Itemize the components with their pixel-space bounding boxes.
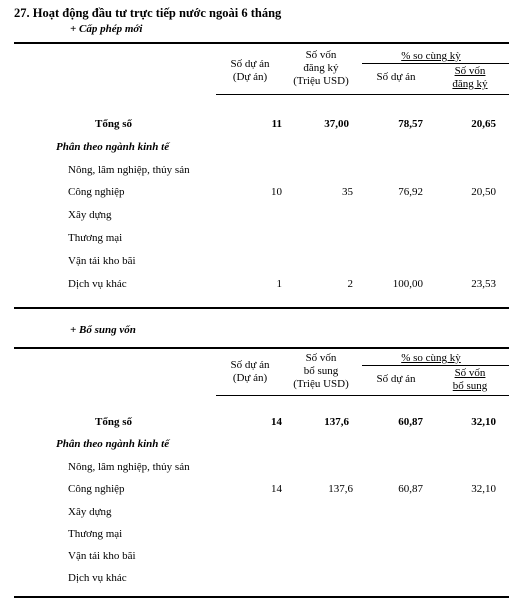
- total-pct-project-count: 78,57: [398, 118, 423, 130]
- row-pct-project-count: 100,00: [392, 278, 423, 290]
- row-label: Dịch vụ khác: [68, 572, 127, 584]
- header-bottom-rule: [216, 94, 509, 95]
- total-capital: 37,00: [324, 118, 349, 130]
- group-label: Phân theo ngành kinh tế: [56, 141, 170, 153]
- row-label: Xây dựng: [68, 506, 112, 518]
- total-label: Tổng số: [95, 416, 132, 428]
- total-project-count: 11: [271, 118, 282, 130]
- group-label: Phân theo ngành kinh tế: [56, 438, 170, 450]
- section-subtitle-capital-addition: + Bổ sung vốn: [70, 324, 136, 336]
- header-pct-project-count: Số dự án: [376, 71, 416, 83]
- row-label: Vận tải kho bãi: [68, 255, 136, 267]
- row-label: Thương mại: [68, 232, 123, 244]
- total-capital: 137,6: [324, 416, 349, 428]
- row-capital: 137,6: [328, 483, 353, 495]
- total-label: Tổng số: [95, 118, 132, 130]
- total-pct-project-count: 60,87: [398, 416, 423, 428]
- row-project-count: 14: [271, 483, 282, 495]
- header-project-count: Số dự án (Dự án): [230, 58, 270, 83]
- header-group-percent: % so cùng kỳ: [401, 352, 461, 364]
- table-bottom-rule: [14, 596, 509, 598]
- total-pct-capital: 32,10: [471, 416, 496, 428]
- table-bottom-rule: [14, 307, 509, 309]
- row-pct-project-count: 76,92: [398, 186, 423, 198]
- row-label: Thương mại: [68, 528, 123, 540]
- total-project-count: 14: [271, 416, 282, 428]
- header-group-percent: % so cùng kỳ: [401, 50, 461, 62]
- header-capital: Số vốn bổ sung (Triệu USD): [293, 352, 349, 390]
- table-top-rule: [14, 347, 509, 349]
- header-capital: Số vốn đăng ký (Triệu USD): [293, 49, 349, 87]
- row-pct-capital: 32,10: [471, 483, 496, 495]
- row-label: Công nghiệp: [68, 186, 125, 198]
- table-top-rule: [14, 42, 509, 44]
- row-label: Nông, lâm nghiệp, thủy sản: [68, 164, 190, 176]
- header-pct-capital: Số vốn đăng ký: [452, 65, 488, 90]
- row-capital: 35: [342, 186, 353, 198]
- row-label: Nông, lâm nghiệp, thủy sản: [68, 461, 190, 473]
- row-label: Vận tải kho bãi: [68, 550, 136, 562]
- header-group-rule: [362, 63, 509, 64]
- row-label: Dịch vụ khác: [68, 278, 127, 290]
- row-pct-capital: 20,50: [471, 186, 496, 198]
- row-pct-project-count: 60,87: [398, 483, 423, 495]
- header-pct-capital: Số vốn bổ sung: [452, 367, 488, 392]
- row-pct-capital: 23,53: [471, 278, 496, 290]
- header-bottom-rule: [216, 395, 509, 396]
- header-group-rule: [362, 365, 509, 366]
- row-project-count: 1: [276, 278, 282, 290]
- page-title: 27. Hoạt động đầu tư trực tiếp nước ngoài 6 tháng: [14, 6, 282, 20]
- row-project-count: 10: [271, 186, 282, 198]
- row-capital: 2: [347, 278, 353, 290]
- total-pct-capital: 20,65: [471, 118, 496, 130]
- row-label: Xây dựng: [68, 209, 112, 221]
- section-subtitle-new-license: + Cấp phép mới: [70, 23, 143, 35]
- header-project-count: Số dự án (Dự án): [230, 359, 270, 384]
- row-label: Công nghiệp: [68, 483, 125, 495]
- header-pct-project-count: Số dự án: [376, 373, 416, 385]
